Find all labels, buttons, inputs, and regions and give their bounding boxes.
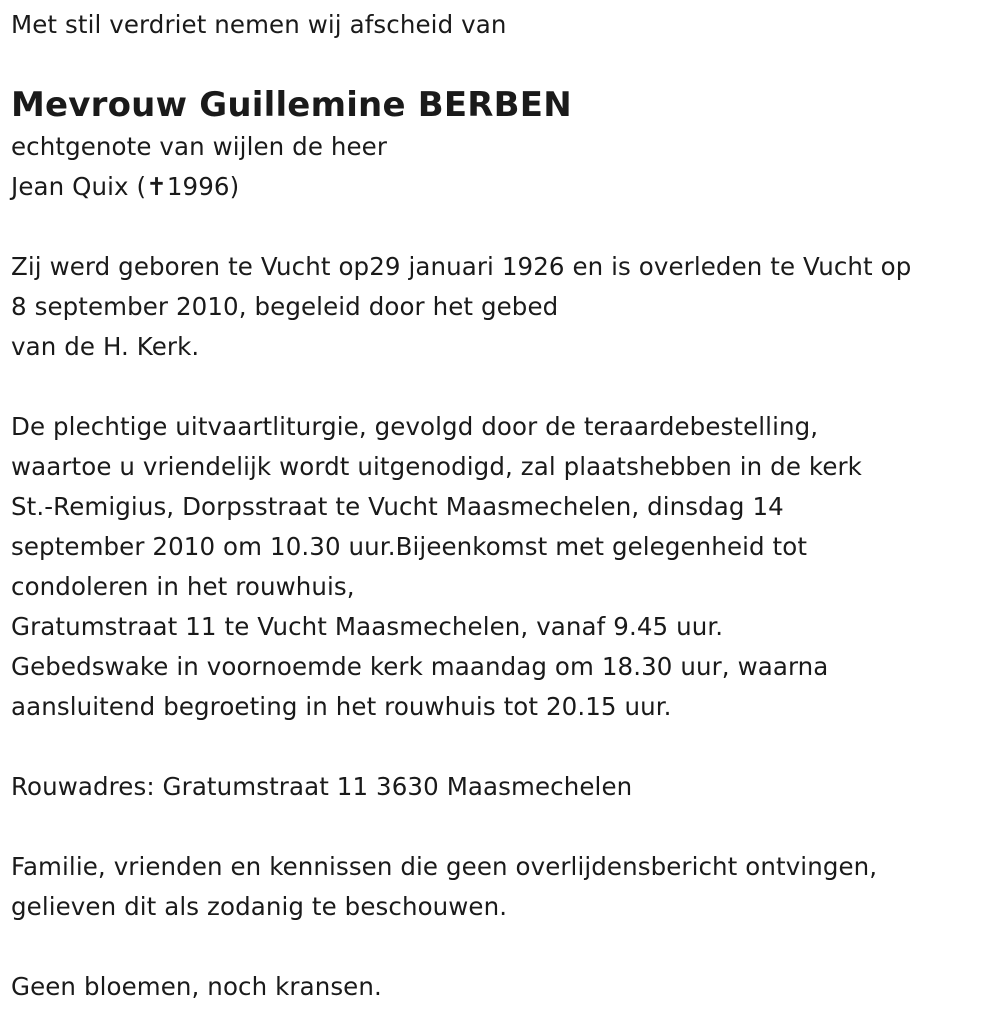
spacer bbox=[11, 207, 991, 247]
birth-line-1: Zij werd geboren te Vucht op29 januari 1926 en is overleden te Vucht op bbox=[11, 252, 912, 281]
funeral-line-8: aansluitend begroeting in het rouwhuis tot 20.15 uur. bbox=[11, 692, 672, 721]
family-paragraph bbox=[11, 847, 991, 927]
intro-text: Met stil verdriet nemen wij afscheid van bbox=[11, 10, 507, 39]
deceased-name: Mevrouw Guillemine BERBEN bbox=[11, 85, 572, 125]
spouse-line-1: echtgenote van wijlen de heer bbox=[11, 132, 388, 161]
funeral-line-3: St.-Remigius, Dorpsstraat te Vucht Maasmechelen, dinsdag 14 bbox=[11, 492, 784, 521]
funeral-line-5: condoleren in het rouwhuis, bbox=[11, 572, 355, 601]
birth-line-2: 8 september 2010, begeleid door het gebed bbox=[11, 292, 559, 321]
no-flowers-note: Geen bloemen, noch kransen. bbox=[11, 972, 382, 1001]
spacer bbox=[11, 807, 991, 847]
family-line-1: Familie, vrienden en kennissen die geen overlijdensbericht ontvingen, bbox=[11, 852, 878, 881]
birth-line-3: van de H. Kerk. bbox=[11, 332, 200, 361]
spacer bbox=[11, 367, 991, 407]
funeral-line-7: Gebedswake in voornoemde kerk maandag om 18.30 uur, waarna bbox=[11, 652, 829, 681]
spacer bbox=[11, 927, 991, 967]
funeral-line-2: waartoe u vriendelijk wordt uitgenodigd, zal plaatshebben in de kerk bbox=[11, 452, 862, 481]
funeral-line-6: Gratumstraat 11 te Vucht Maasmechelen, vanaf 9.45 uur. bbox=[11, 612, 724, 641]
funeral-paragraph bbox=[11, 407, 991, 727]
funeral-line-4: september 2010 om 10.30 uur.Bijeenkomst met gelegenheid tot bbox=[11, 532, 808, 561]
mourning-address: Rouwadres: Gratumstraat 11 3630 Maasmechelen bbox=[11, 772, 633, 801]
funeral-line-1: De plechtige uitvaartliturgie, gevolgd door de teraardebestelling, bbox=[11, 412, 819, 441]
spacer bbox=[11, 727, 991, 767]
obituary-notice bbox=[11, 0, 991, 1007]
family-line-2: gelieven dit als zodanig te beschouwen. bbox=[11, 892, 508, 921]
spouse-line-2: Jean Quix (✝1996) bbox=[11, 172, 240, 201]
birth-death-paragraph bbox=[11, 247, 991, 367]
